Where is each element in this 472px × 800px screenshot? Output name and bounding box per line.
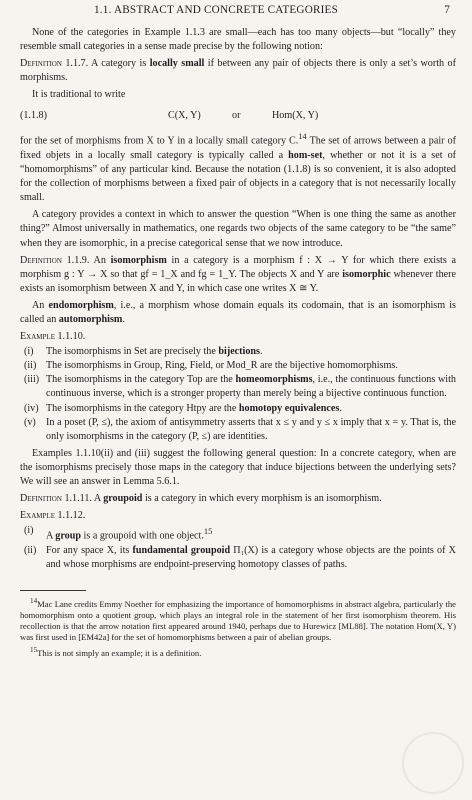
- item-marker: (iv): [24, 402, 39, 414]
- footnote: [20, 596, 456, 644]
- watermark-stamp: [402, 732, 464, 794]
- item-marker: (ii): [24, 544, 37, 556]
- footnote: [20, 645, 456, 659]
- item-text: Π₁(X) is a category whose objects are the points of X and whose morphisms are endpoint-preserving homotopy classes of paths.: [46, 544, 456, 570]
- list-item: [20, 524, 456, 543]
- definition-text: whenever there exists an isomorphism between X and Y, in which case one writes X ≅ Y.: [20, 268, 456, 294]
- defined-term: endomorphism: [48, 299, 114, 311]
- footnote-rule: [20, 590, 86, 591]
- item-text: is a groupoid with one object.: [81, 530, 204, 542]
- paragraph-question: Examples 1.1.10(ii) and (iii) suggest the following general question: In a concrete category, when are the isomorphisms precisely those maps in the category that induce bijections between the underlying sets? We will see an answer in Lemma 5.6.1.: [20, 447, 456, 487]
- footnote-text: Mac Lane credits Emmy Noether for emphasizing the importance of homomorphisms in abstract algebra, particularly the homomorphism onto a quotient group, which plays an integral role in the statement of her first isomorphism theorem. His recollection is that the arrow notation first appeared around 1940, perhaps due to Hurewicz [ML88]. The notation Hom(X, Y) was first used in [EM42a] for the set of homomorphisms between a pair of abelian groups.: [20, 598, 456, 643]
- definition-1-1-9: [20, 254, 456, 296]
- definition-text: if between any pair of objects there is only a set’s worth of morphisms.: [20, 58, 456, 84]
- item-marker: (iii): [24, 374, 40, 386]
- defined-term: homeomorphisms: [235, 374, 313, 386]
- footnote-number: 15: [30, 645, 38, 654]
- defined-term: group: [55, 530, 81, 542]
- item-text: For any space X, its: [46, 544, 133, 556]
- text-run: The set of arrows between a pair of fixed objets in a locally small category is typically called a: [20, 135, 456, 161]
- item-text: A: [46, 530, 56, 542]
- definition-text: An: [89, 254, 111, 266]
- definition-text: is a category in which every morphism is an isomorphism.: [142, 493, 382, 505]
- definition-1-1-11: [20, 492, 456, 506]
- footnote-ref: 14: [298, 131, 307, 142]
- list-item: [20, 359, 456, 373]
- item-text: .: [339, 402, 342, 414]
- item-marker: (v): [24, 416, 36, 428]
- item-text: .: [260, 346, 263, 358]
- text-run: for the set of morphisms from X to Y in a locally small category C.: [20, 135, 299, 147]
- defined-term: locally small: [149, 58, 205, 70]
- item-text: The isomorphisms in the category Htpy are the: [46, 402, 239, 414]
- paragraph-traditional: It is traditional to write: [32, 89, 126, 101]
- definition-text: in a category is a morphism f : X → Y for which there exists a morphism g : Y → X so that gf = 1_X and fg = 1_Y. The objects X and Y are: [20, 254, 456, 280]
- list-item: [20, 416, 456, 444]
- equation-right: Hom(X, Y): [272, 110, 319, 122]
- example-1-1-12-list: [20, 524, 456, 572]
- footnote-ref: 15: [203, 526, 213, 537]
- example-label: Example 1.1.12.: [20, 510, 86, 522]
- defined-term: automorphism: [58, 313, 123, 325]
- defined-term: hom-set: [288, 149, 323, 161]
- item-marker: (i): [24, 525, 34, 537]
- example-label: Example 1.1.10.: [20, 331, 86, 343]
- list-item: [20, 402, 456, 416]
- definition-1-1-7: [20, 57, 456, 85]
- paragraph-hom-set: [20, 129, 456, 205]
- item-text: The isomorphisms in Group, Ring, Field, or Mod_R are the bijective homomorphisms.: [46, 360, 398, 372]
- footnotes: [20, 596, 456, 659]
- paragraph-endomorphism: [20, 299, 456, 327]
- definition-label: Definition 1.1.11.: [20, 493, 92, 505]
- running-title: 1.1. ABSTRACT AND CONCRETE CATEGORIES: [94, 4, 339, 16]
- page-body: [20, 26, 456, 660]
- paragraph-intro: None of the categories in Example 1.1.3 are small—each has too many objects—but “locally” they resemble small categories in a sense made precise by the following notion:: [20, 27, 456, 53]
- definition-text: A category is: [88, 58, 150, 70]
- defined-term: isomorphic: [342, 268, 391, 280]
- text-run: An: [32, 299, 49, 311]
- text-run: .: [122, 313, 125, 325]
- item-text: The isomorphisms in the category Top are the: [46, 374, 236, 386]
- display-equation: [20, 105, 456, 127]
- footnote-number: 14: [30, 596, 38, 605]
- item-text: In a poset (P, ≤), the axiom of antisymmetry asserts that x ≤ y and y ≤ x imply that x = y. That is, the only isomorphisms in the category (P, ≤) are identities.: [46, 416, 456, 442]
- running-header: [0, 4, 472, 22]
- item-text: , i.e., the continuous functions with continuous inverse, which is a stronger property than merely being a bijective continuous function.: [46, 374, 456, 400]
- paragraph-sameness: A category provides a context in which to answer the question “When is one thing the same as another thing?” Almost universally in mathematics, one regards two objects of the same category to be “the same” when they are isomorphic, in a precise categorical sense that we now introduce.: [20, 209, 456, 249]
- example-1-1-10-list: [20, 345, 456, 444]
- list-item: [20, 345, 456, 359]
- text-run: , i.e., a morphism whose domain equals its codomain, that is an isomorphism is called an: [20, 299, 457, 325]
- list-item: [20, 373, 456, 401]
- definition-label: Definition 1.1.9.: [20, 254, 90, 266]
- defined-term: isomorphism: [110, 254, 167, 266]
- text-run: , whether or not it is a set of “homomorphisms” of any particular kind. Because the notation (1.1.8) is so convenient, it is also adopted for the collection of morphisms between a fixed pair of objects in a category that is not necessarily locally small.: [20, 149, 456, 204]
- definition-label: Definition 1.1.7.: [20, 58, 89, 70]
- item-text: The isomorphisms in Set are precisely the: [46, 346, 219, 358]
- item-marker: (i): [24, 346, 34, 358]
- defined-term: homotopy equivalences: [238, 402, 340, 414]
- equation-left: C(X, Y): [168, 110, 201, 122]
- footnote-text: This is not simply an example; it is a definition.: [37, 647, 202, 658]
- defined-term: groupoid: [103, 493, 143, 505]
- defined-term: fundamental groupoid: [132, 544, 231, 556]
- list-item: [20, 544, 456, 572]
- page-number: 7: [444, 4, 450, 16]
- item-marker: (ii): [24, 360, 37, 372]
- defined-term: bijections: [218, 346, 260, 358]
- definition-text: A: [91, 493, 104, 505]
- equation-number: (1.1.8): [20, 110, 47, 122]
- equation-or: or: [232, 110, 241, 122]
